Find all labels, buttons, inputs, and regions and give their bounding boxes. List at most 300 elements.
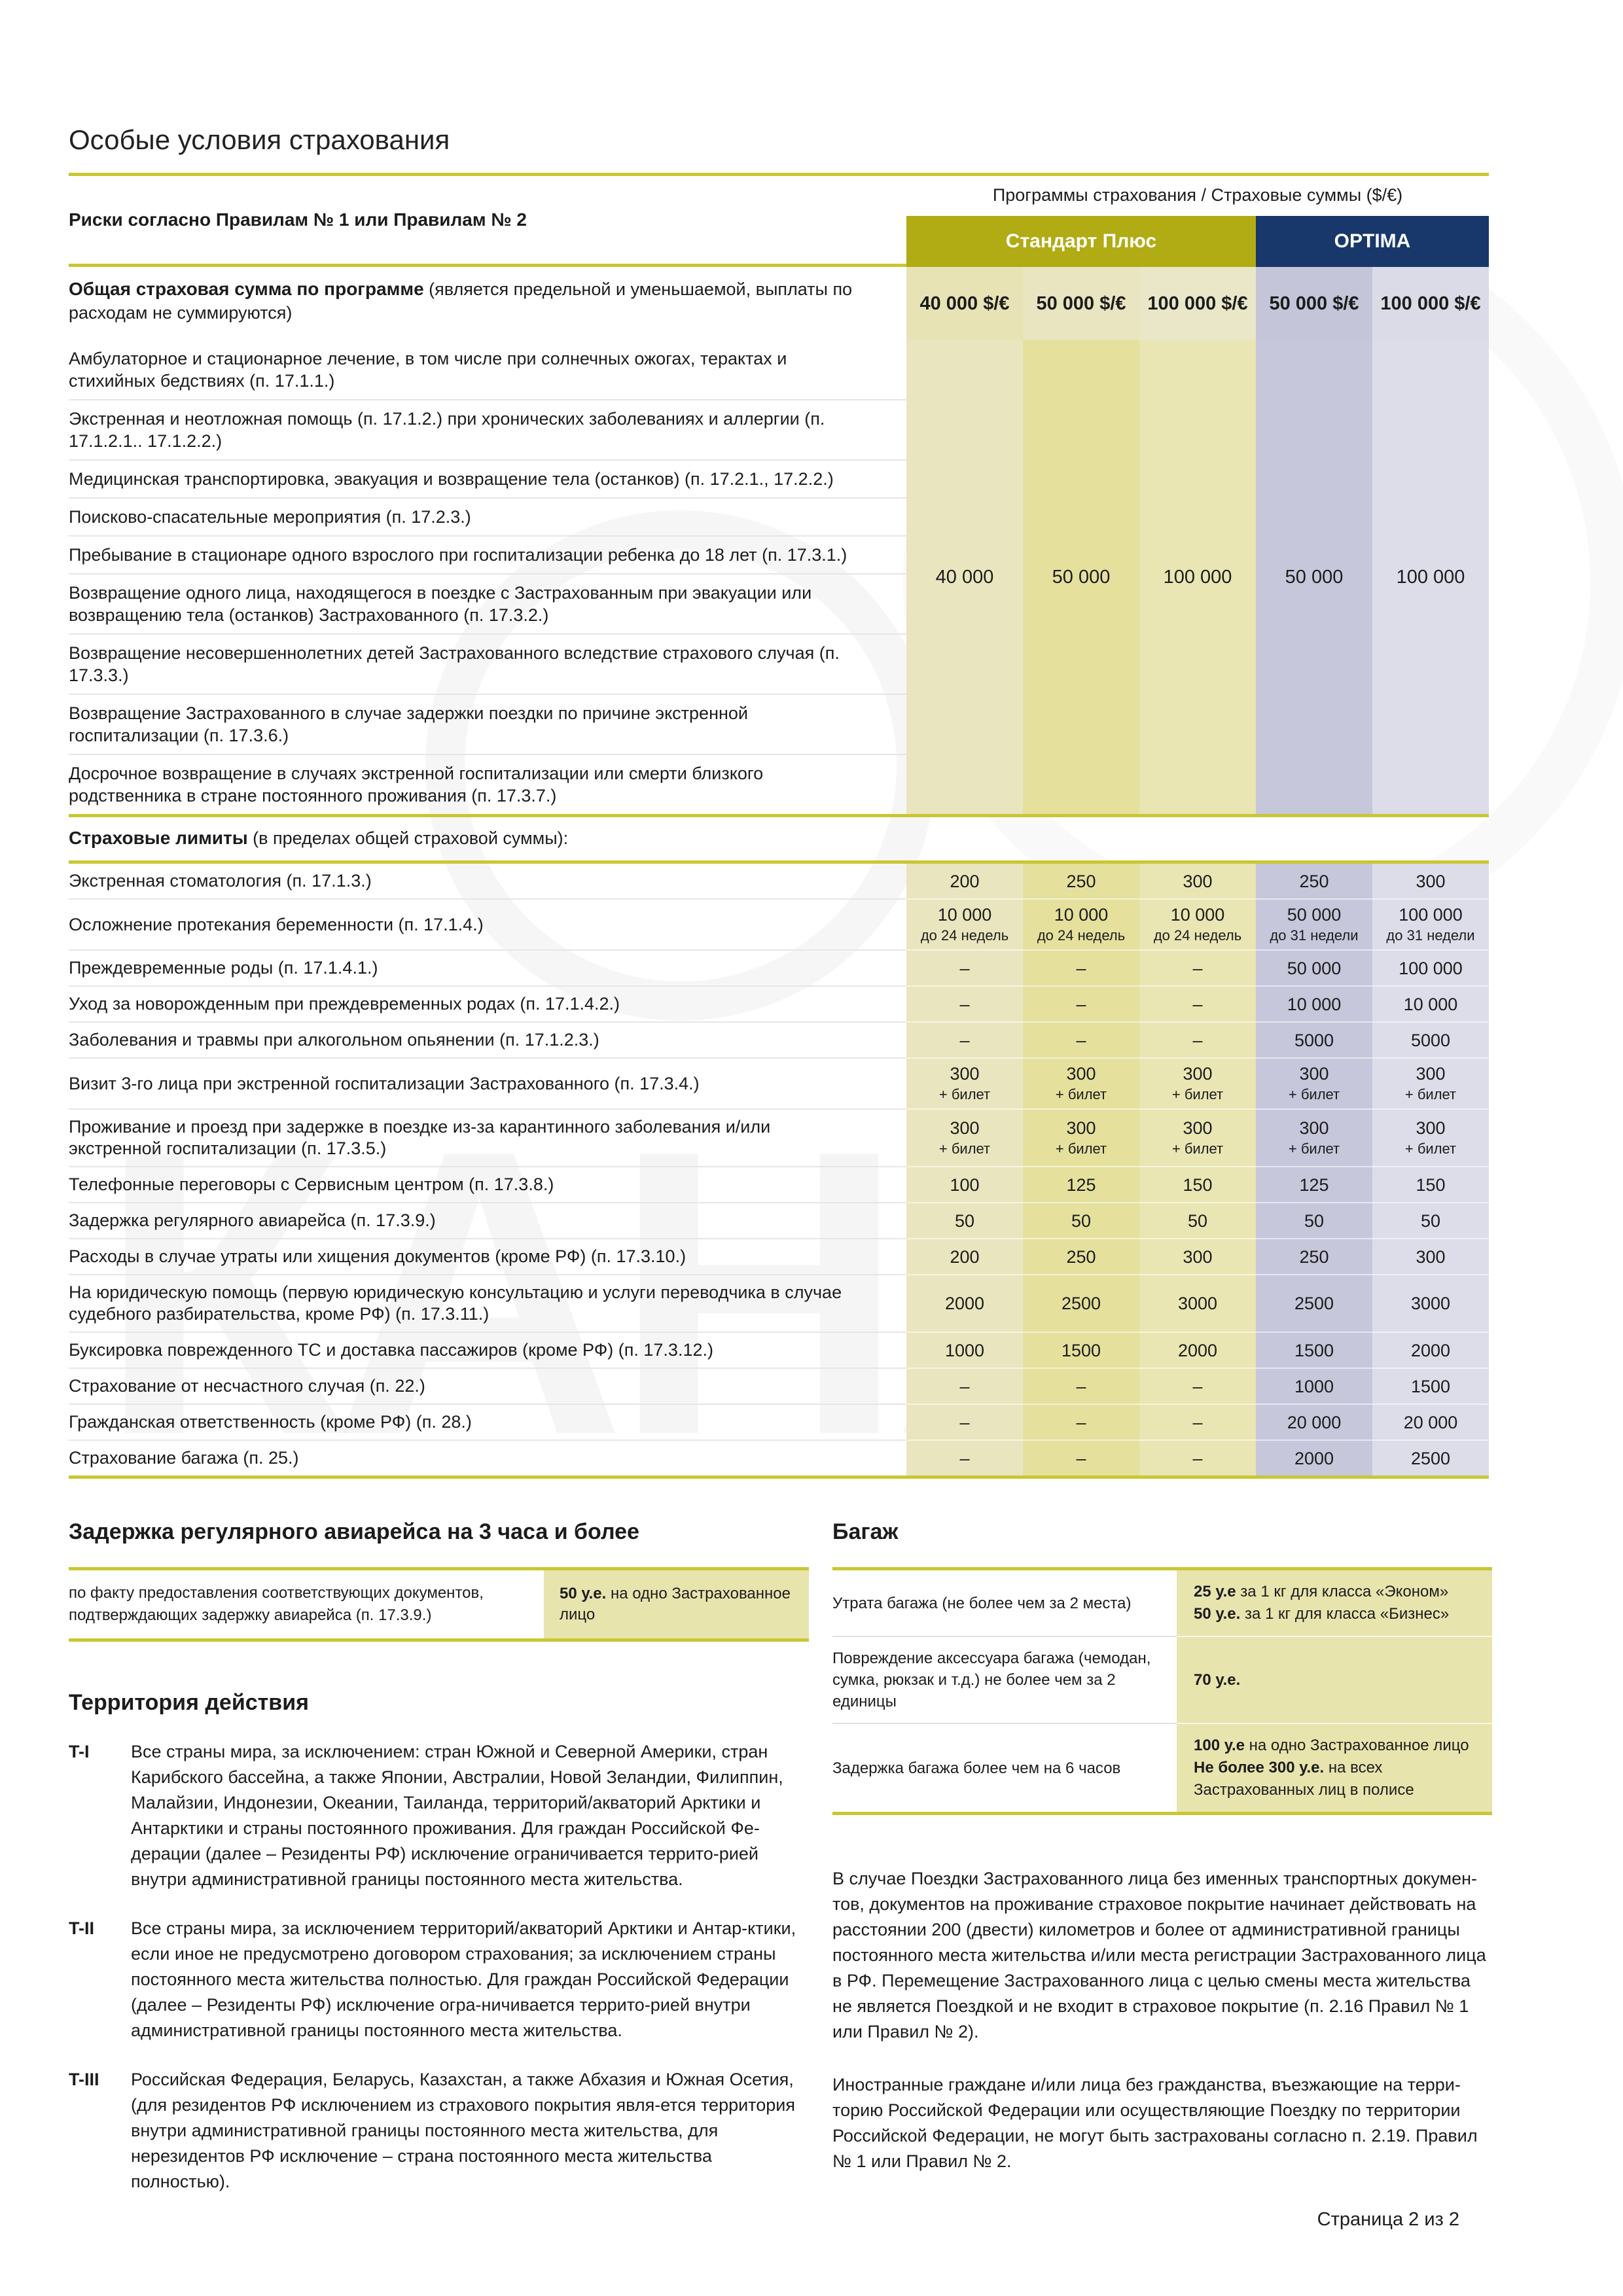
baggage-label (832, 1636, 1177, 1723)
limit-value-cell (1023, 1238, 1139, 1274)
baggage-value-bold: 100 у.е (1194, 1737, 1245, 1754)
limit-value: 2000 (1410, 1340, 1451, 1360)
programs-header-label: Программы страхования / Страховые суммы ($/€) (992, 185, 1403, 205)
limit-label (69, 1368, 906, 1404)
limit-value-cell (1139, 1368, 1256, 1404)
limit-value-cell (1023, 1021, 1139, 1057)
risks-header-label: Риски согласно Правилам № 1 или Правилам № 2 (69, 209, 527, 230)
territory-code: T-I (69, 1742, 90, 1761)
limit-value: 125 (1299, 1174, 1329, 1195)
limit-value-sub: до 31 недели (1270, 927, 1359, 944)
limit-value: 10 000 (1054, 905, 1109, 925)
coverage-table-body (69, 340, 1489, 814)
limit-value-cell (1372, 1108, 1489, 1166)
limit-label (69, 1404, 906, 1439)
limit-value: 1000 (944, 1340, 985, 1360)
baggage-value-line: 100 у.е на одно Застрахованное лицо (1194, 1737, 1469, 1754)
limit-value: – (1192, 1030, 1203, 1050)
limit-row (69, 949, 1489, 985)
limit-label (69, 1274, 906, 1332)
baggage-value-cell (1177, 1636, 1492, 1723)
limits-heading-rest: (в пределах общей страховой суммы): (247, 828, 569, 848)
limit-value: 250 (1299, 871, 1329, 891)
limit-value-sub: до 24 недель (1153, 927, 1242, 944)
limit-row (69, 898, 1489, 949)
limit-value: 200 (950, 1246, 980, 1267)
program-total-value: 50 000 (1285, 566, 1344, 588)
sum-column-header: 100 000 $/€ (1372, 267, 1489, 340)
limit-label-text: Задержка регулярного авиарейса (п. 17.3.9.) (69, 1210, 436, 1230)
limit-value-sub: + билет (938, 1086, 991, 1103)
limit-value: – (1076, 994, 1086, 1014)
limit-value-cell (1372, 1368, 1489, 1404)
limit-value-cell (1139, 1404, 1256, 1439)
flight-delay-condition-text: по факту предоставления соответствующих документов, подтверждающих задержку авиарейса (п. 17.3.9.) (69, 1584, 484, 1624)
limit-value-cell (1139, 1439, 1256, 1475)
limit-value-sub: до 24 недель (1037, 927, 1126, 944)
limit-value-cell (1023, 1274, 1139, 1332)
limit-value: – (1076, 1448, 1086, 1468)
territory-title: Территория действия (69, 1690, 309, 1715)
limit-value-cell (1256, 1274, 1372, 1332)
program-band (906, 216, 1489, 267)
limit-value: – (959, 958, 970, 978)
program-total-value: 100 000 (1163, 566, 1232, 588)
limit-value-cell (1256, 1166, 1372, 1202)
limit-row (69, 1274, 1489, 1332)
baggage-title: Багаж (832, 1519, 899, 1544)
limit-value: 50 (954, 1210, 975, 1231)
limit-value: 125 (1066, 1174, 1096, 1195)
limit-value-cell (906, 985, 1023, 1021)
limit-value: – (1076, 1030, 1086, 1050)
flight-delay-value-bold: 50 у.е. (560, 1585, 607, 1602)
baggage-label-text: Повреждение аксессуара багажа (чемодан, сумка, рюкзак и т.д.) не более чем за 2 единицы (832, 1650, 1151, 1710)
limit-value: 5000 (1294, 1030, 1334, 1050)
limit-value: – (1192, 1376, 1203, 1396)
coverage-table (69, 176, 1489, 814)
flight-delay-value-text (560, 1583, 793, 1625)
limit-row (69, 1108, 1489, 1166)
bottom-sections (69, 1519, 1489, 2202)
limit-value-cell (1372, 1021, 1489, 1057)
limit-value-cell (1256, 1404, 1372, 1439)
limit-value: 300 (1183, 1246, 1213, 1267)
limit-value: 300 (1183, 1118, 1213, 1138)
limit-value-cell (906, 949, 1023, 985)
limit-value: 100 000 (1399, 905, 1463, 925)
limit-value: 300 (1416, 1118, 1446, 1138)
limit-value: 300 (1416, 1064, 1446, 1084)
limit-value: 100 (950, 1174, 980, 1195)
limit-value-cell (1372, 1439, 1489, 1475)
territory-item (69, 1739, 809, 1892)
limit-value: 2500 (1061, 1294, 1101, 1313)
note-paragraph: В случае Поездки Застрахованного лица без именных транспортных докумен-тов, документов на проживание страховое покрытие начинает действовать на расстоянии 200 (двести) километров и более от административной границы постоянного места жительства и/или места регистрации Застрахованного лица в РФ. Перемещение Застрахованного лица с целью смены места жительства не является Поездкой и не входит в страховое покрытие (п. 2.16 Правил № 1 или Правил № 2). (832, 1869, 1486, 2041)
baggage-row (832, 1723, 1492, 1812)
limit-label-text: Расходы в случае утраты или хищения документов (кроме РФ) (п. 17.3.10.) (69, 1246, 687, 1266)
limit-row (69, 1439, 1489, 1475)
sum-column-header: 40 000 $/€ (906, 267, 1023, 340)
limit-value-cell (1372, 1332, 1489, 1368)
limit-value-cell (1139, 1274, 1256, 1332)
page-content (69, 0, 1489, 2202)
baggage-value-bold: 25 у.е (1194, 1583, 1236, 1600)
limit-value: – (959, 1030, 970, 1050)
territory-text: Российская Федерация, Беларусь, Казахстан, а также Абхазия и Южная Осетия, (для резидентов РФ исключением из страхового покрытия явля-ется территория внутри административной границы постоянного места жительства, для нерезидентов РФ исключение – страна постоянного места жительства полностью). (131, 2070, 795, 2191)
baggage-value-bold: Не более 300 у.е. (1194, 1759, 1325, 1776)
limit-value-cell (1139, 864, 1256, 898)
limit-value: 100 000 (1399, 958, 1463, 978)
limit-value: 1500 (1410, 1376, 1451, 1396)
limit-value-cell (1372, 898, 1489, 949)
program-total-value: 50 000 (1052, 566, 1111, 588)
limit-label-text: Страхование от несчастного случая (п. 22.) (69, 1376, 425, 1396)
baggage-value-line: 25 у.е за 1 кг для класса «Эконом» (1194, 1583, 1449, 1600)
limit-value-cell (1372, 1202, 1489, 1238)
limit-label-text: Экстренная стоматология (п. 17.1.3.) (69, 871, 372, 891)
limit-value: 10 000 (1403, 994, 1458, 1014)
limit-value: 150 (1183, 1174, 1213, 1195)
limit-value: – (959, 1376, 970, 1396)
limit-value-sub: + билет (1171, 1086, 1224, 1103)
territory-item (69, 2067, 809, 2195)
limit-value-cell (1023, 898, 1139, 949)
limit-row (69, 1404, 1489, 1439)
limit-value-cell (906, 1166, 1023, 1202)
limit-value: 50 (1304, 1210, 1325, 1231)
limit-value: 300 (1066, 1064, 1096, 1084)
limit-value: 300 (1416, 1246, 1446, 1267)
total-sum-label (69, 267, 906, 340)
limit-row (69, 1057, 1489, 1108)
territory-code: T-III (69, 2070, 99, 2089)
limit-value: 10 000 (1170, 905, 1225, 925)
limit-value: 20 000 (1287, 1412, 1342, 1432)
limit-value: – (1192, 1448, 1203, 1468)
limit-row (69, 1368, 1489, 1404)
limit-value-sub: + билет (1288, 1086, 1340, 1103)
notes (832, 1866, 1492, 2174)
limit-value: 300 (1416, 871, 1446, 891)
program-total-cell (1372, 340, 1489, 814)
page-title: Особые условия страхования (69, 124, 450, 155)
limit-value-cell (1139, 1021, 1256, 1057)
limit-value-cell (1372, 985, 1489, 1021)
baggage-value-cell (1177, 1570, 1492, 1636)
limit-label-text: Буксировка поврежденного ТС и доставка пассажиров (кроме РФ) (п. 17.3.12.) (69, 1340, 713, 1360)
limit-value-cell (906, 1108, 1023, 1166)
flight-delay-value (544, 1570, 809, 1638)
baggage-table (832, 1567, 1492, 1815)
limit-value-sub: до 31 недели (1386, 927, 1475, 944)
risk-row: Амбулаторное и стационарное лечение, в том числе при солнечных ожогах, терактах и стихийных бедствиях (п. 17.1.1.) (69, 349, 787, 391)
limit-value: 250 (1066, 871, 1096, 891)
limits-heading (69, 817, 1489, 860)
baggage-value-cell (1177, 1723, 1492, 1812)
territory-text: Все страны мира, за исключением территорий/акваторий Арктики и Антар-ктики, если иное не предусмотрено договором страхования; за исключением страны постоянного места жительства полностью. Для граждан Российской Федерации (далее – Резиденты РФ) исключение огра-ничивается террито-рией внутри административной границы постоянного места жительства. (131, 1918, 796, 2040)
limit-label (69, 1439, 906, 1475)
limit-label (69, 1057, 906, 1108)
risk-row: Пребывание в стационаре одного взрослого при госпитализации ребенка до 18 лет (п. 17.3.1.) (69, 535, 906, 573)
sum-column-header: 100 000 $/€ (1139, 267, 1256, 340)
limit-value-cell (1023, 864, 1139, 898)
risk-row: Возвращение несовершеннолетних детей Застрахованного вследствие страхового случая (п. 17.3.3.) (69, 633, 906, 694)
divider (69, 1475, 1489, 1479)
limit-label (69, 864, 906, 898)
limit-value-sub: + билет (1055, 1086, 1107, 1103)
baggage-label (832, 1570, 1177, 1636)
limit-value-cell (906, 1274, 1023, 1332)
limit-value-cell (1256, 985, 1372, 1021)
limit-value: – (1192, 958, 1203, 978)
limit-label (69, 1332, 906, 1368)
limit-value-cell (1256, 1439, 1372, 1475)
limit-value-sub: + билет (1288, 1140, 1340, 1157)
limit-value: – (1076, 1376, 1086, 1396)
territory-code: T-II (69, 1918, 94, 1938)
limit-value-sub: до 24 недель (920, 927, 1009, 944)
limit-row (69, 1202, 1489, 1238)
limit-value: 300 (950, 1118, 980, 1138)
program-total-cell (906, 340, 1023, 814)
limit-value: 50 000 (1287, 905, 1342, 925)
risk-row: Возвращение одного лица, находящегося в поездке с Застрахованным при эвакуации или возвращению тела (останков) Застрахованного (п. 17.3.2.) (69, 573, 906, 633)
risk-list (69, 340, 906, 814)
limit-value: 50 (1420, 1210, 1441, 1231)
limit-row (69, 1332, 1489, 1368)
limit-value-cell (1372, 1166, 1489, 1202)
limit-value: – (1192, 994, 1203, 1014)
limit-value-sub: + билет (938, 1140, 991, 1157)
limit-value: – (959, 1412, 970, 1432)
limit-value-cell (906, 1057, 1023, 1108)
limit-value-cell (1139, 1202, 1256, 1238)
flight-delay-title: Задержка регулярного авиарейса на 3 часа и более (69, 1519, 639, 1544)
limit-value-cell (1256, 1108, 1372, 1166)
limit-value-sub: + билет (1171, 1140, 1224, 1157)
risk-row: Медицинская транспортировка, эвакуация и возвращение тела (останков) (п. 17.2.1., 17.2.2.) (69, 459, 906, 497)
limits-table (69, 864, 1489, 1475)
flight-delay-value-rest: на одно Застрахованное лицо (560, 1585, 791, 1623)
coverage-table-header (69, 176, 1489, 267)
limit-value-cell (906, 1439, 1023, 1475)
limit-value-cell (1256, 864, 1372, 898)
limit-value-cell (1139, 949, 1256, 985)
program-standard-plus: Стандарт Плюс (906, 216, 1256, 267)
limit-value: 2000 (1294, 1448, 1334, 1468)
limit-value: 250 (1066, 1246, 1096, 1267)
program-total-cell (1023, 340, 1139, 814)
limit-value-sub: + билет (1055, 1140, 1107, 1157)
limit-value: 2500 (1294, 1294, 1334, 1313)
limit-value-cell (1023, 1439, 1139, 1475)
limit-value-cell (1256, 1332, 1372, 1368)
limit-value-cell (1023, 1057, 1139, 1108)
territory-item (69, 1916, 809, 2043)
limit-value-cell (1256, 1057, 1372, 1108)
limit-value-cell (906, 1021, 1023, 1057)
limit-value: 10 000 (1287, 994, 1342, 1014)
limit-value-cell (1372, 949, 1489, 985)
limit-row (69, 1021, 1489, 1057)
limit-value: 300 (1066, 1118, 1096, 1138)
limit-value-cell (906, 1202, 1023, 1238)
baggage-value-bold: 50 у.е. (1194, 1605, 1241, 1623)
limit-value: – (1076, 958, 1086, 978)
baggage-value-line (1194, 1669, 1475, 1691)
risks-header (69, 176, 906, 267)
limit-label-text: Осложнение протекания беременности (п. 17.1.4.) (69, 914, 484, 934)
total-sum-label-bold: Общая страховая сумма по программе (69, 279, 424, 299)
limit-value-cell (1372, 1057, 1489, 1108)
limit-value-cell (906, 864, 1023, 898)
limit-value: 3000 (1410, 1294, 1451, 1313)
flight-delay-table (69, 1567, 809, 1642)
limit-value-cell (1023, 1108, 1139, 1166)
limit-label-text: Визит 3-го лица при экстренной госпитализации Застрахованного (п. 17.3.4.) (69, 1073, 700, 1093)
limit-value-cell (1023, 949, 1139, 985)
risk-row: Досрочное возвращение в случаях экстренной госпитализации или смерти близкого родственника в стране постоянного проживания (п. 17.3.7.) (69, 754, 906, 814)
limit-value: 300 (1299, 1118, 1329, 1138)
sum-column-headers (906, 267, 1489, 340)
limit-label (69, 1202, 906, 1238)
limit-label (69, 898, 906, 949)
limit-value: – (959, 994, 970, 1014)
limit-value: 1500 (1294, 1340, 1334, 1360)
limit-value-cell (1023, 1368, 1139, 1404)
program-total-cell (1139, 340, 1256, 814)
total-sum-label-rest: (является предельной и уменьшаемой, выплаты по расходам не суммируются) (69, 279, 853, 323)
baggage-label (832, 1723, 1177, 1812)
right-column (832, 1519, 1492, 2202)
limit-value: 200 (950, 871, 980, 891)
limit-value-cell (1372, 1404, 1489, 1439)
limit-value-cell (1256, 1202, 1372, 1238)
limit-value: 300 (1183, 871, 1213, 891)
limit-value-cell (1139, 1166, 1256, 1202)
limit-value-cell (1256, 1238, 1372, 1274)
baggage-label-text: Утрата багажа (не более чем за 2 места) (832, 1594, 1132, 1612)
limit-value-cell (1139, 1057, 1256, 1108)
limit-value: 150 (1416, 1174, 1446, 1195)
limit-value: 300 (950, 1064, 980, 1084)
limit-row (69, 864, 1489, 898)
limits-heading-bold: Страховые лимиты (69, 828, 248, 848)
territory-text: Все страны мира, за исключением: стран Южной и Северной Америки, стран Карибского бассейна, а также Японии, Австралии, Новой Зеландии, Филиппин, Малайзии, Индонезии, Океании, Таиланда, территорий/акваторий Арктики и Антарктики и страны постоянного проживания. Для граждан Российской Фе-дерации (далее – Резиденты РФ) исключение ограничивается террито-рией внутри административной границы постоянного места жительства. (131, 1742, 783, 1889)
risk-row: Поисково-спасательные мероприятия (п. 17.2.3.) (69, 497, 906, 535)
limit-value-cell (1256, 1021, 1372, 1057)
limit-value-cell (1139, 1108, 1256, 1166)
limit-value-cell (906, 1332, 1023, 1368)
limit-value-cell (906, 1404, 1023, 1439)
program-total-cell (1256, 340, 1372, 814)
baggage-value-line: 50 у.е. за 1 кг для класса «Бизнес» (1194, 1605, 1450, 1623)
limit-label (69, 949, 906, 985)
territory-list (69, 1739, 809, 2195)
flight-delay-condition (69, 1570, 544, 1638)
limit-row (69, 985, 1489, 1021)
limit-value-cell (1139, 1238, 1256, 1274)
limit-value-cell (1256, 898, 1372, 949)
limit-label-text: Проживание и проезд при задержке в поездке из-за карантинного заболевания и/или экстренной госпитализации (п. 17.3.5.) (69, 1117, 771, 1158)
limit-value-cell (1023, 1404, 1139, 1439)
program-optima: OPTIMA (1256, 216, 1489, 267)
left-column (69, 1519, 809, 2202)
limit-value-cell (906, 898, 1023, 949)
limit-value: – (1076, 1412, 1086, 1432)
limit-value: 1500 (1061, 1340, 1101, 1360)
limit-label-text: Телефонные переговоры с Сервисным центром (п. 17.3.8.) (69, 1174, 554, 1194)
limit-label (69, 1108, 906, 1166)
limit-value: 5000 (1410, 1030, 1451, 1050)
limit-label-text: На юридическую помощь (первую юридическую консультацию и услуги переводчика в случае судебного разбирательства, кроме РФ) (п. 17.3.11.) (69, 1282, 842, 1324)
risk-row: Возвращение Застрахованного в случае задержки поездки по причине экстренной госпитализации (п. 17.3.6.) (69, 694, 906, 754)
limit-value: – (959, 1448, 970, 1468)
limit-label (69, 985, 906, 1021)
limit-value-cell (1139, 985, 1256, 1021)
limit-value-cell (1372, 864, 1489, 898)
limit-value-cell (1372, 1238, 1489, 1274)
limit-label (69, 1166, 906, 1202)
limit-label-text: Уход за новорожденным при преждевременных родах (п. 17.1.4.2.) (69, 994, 620, 1014)
limit-value: 50 000 (1287, 958, 1342, 978)
limit-value-cell (1256, 949, 1372, 985)
limit-value: 2000 (1177, 1340, 1218, 1360)
risk-row: Экстренная и неотложная помощь (п. 17.1.2.) при хронических заболеваниях и аллергии (п. 17.1.2.1.. 17.1.2.2.) (69, 399, 906, 459)
limit-label (69, 1238, 906, 1274)
limit-label (69, 1021, 906, 1057)
limit-value: 300 (1299, 1064, 1329, 1084)
program-total-value: 40 000 (935, 566, 994, 588)
limit-value: 50 (1187, 1210, 1208, 1231)
limit-value: 2500 (1410, 1448, 1451, 1468)
limit-value-cell (1023, 1202, 1139, 1238)
baggage-value-bold: 70 у.е. (1194, 1670, 1241, 1689)
limit-row (69, 1238, 1489, 1274)
limit-label-text: Преждевременные роды (п. 17.1.4.1.) (69, 958, 378, 978)
limit-row (69, 1166, 1489, 1202)
limit-value-cell (906, 1238, 1023, 1274)
limit-value: 50 (1071, 1210, 1092, 1231)
limit-value: 20 000 (1403, 1412, 1458, 1432)
baggage-label-text: Задержка багажа более чем на 6 часов (832, 1759, 1121, 1777)
limit-value: 3000 (1177, 1294, 1218, 1313)
sum-column-header: 50 000 $/€ (1023, 267, 1139, 340)
limit-value-cell (1256, 1368, 1372, 1404)
limit-label-text: Страхование багажа (п. 25.) (69, 1448, 299, 1468)
limit-value-cell (1139, 1332, 1256, 1368)
page-number: Страница 2 из 2 (1317, 2209, 1459, 2230)
sum-header-row (69, 267, 1489, 340)
limit-value: 10 000 (937, 905, 992, 925)
limit-value-sub: + билет (1404, 1086, 1457, 1103)
limit-value-sub: + билет (1404, 1140, 1457, 1157)
limit-value: 300 (1183, 1064, 1213, 1084)
limit-value: 2000 (944, 1294, 985, 1313)
limit-value-cell (1023, 985, 1139, 1021)
limit-value-cell (1023, 1166, 1139, 1202)
limit-label-text: Заболевания и травмы при алкогольном опьянении (п. 17.1.2.3.) (69, 1030, 599, 1050)
limit-value: – (1192, 1412, 1203, 1432)
limit-value: 250 (1299, 1246, 1329, 1267)
limit-value-cell (1139, 898, 1256, 949)
program-total-value: 100 000 (1396, 566, 1465, 588)
baggage-row (832, 1636, 1492, 1723)
note-paragraph: Иностранные граждане и/или лица без гражданства, въезжающие на терри-торию Российской Федерации или осуществляющие Поездку по территории Российской Федерации, не могут быть застрахованы согласно п. 2.19. Правил № 1 или Правил № 2. (832, 2075, 1478, 2171)
limit-value-cell (906, 1368, 1023, 1404)
baggage-row (832, 1570, 1492, 1636)
